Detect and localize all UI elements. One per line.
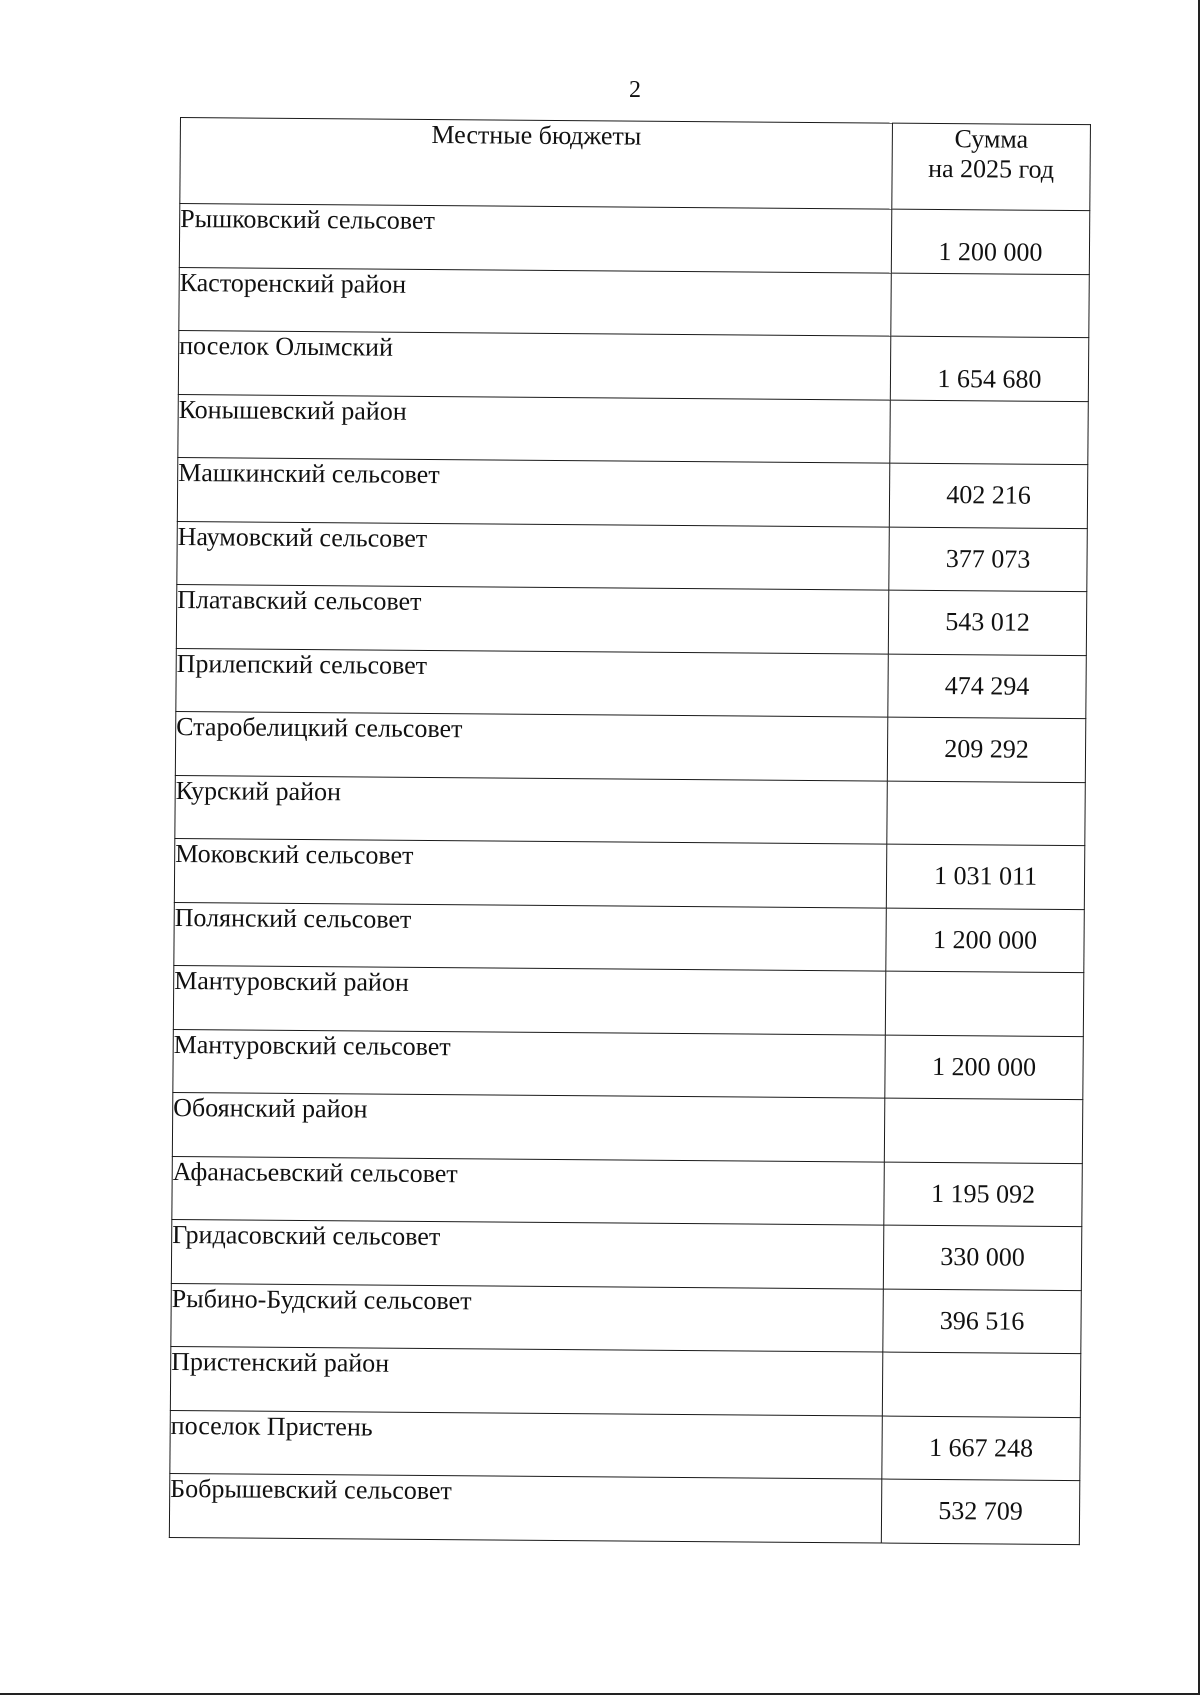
row-sum-cell: 402 216 <box>889 463 1087 528</box>
table-row <box>172 1092 1082 1163</box>
table-row <box>178 394 1088 465</box>
row-sum-cell: 543 012 <box>888 590 1086 655</box>
table-row <box>179 267 1089 338</box>
row-sum-cell <box>884 1098 1082 1163</box>
table-row <box>179 204 1089 275</box>
row-name-cell: Бобрышевский сельсовет <box>169 1473 881 1542</box>
row-sum-cell: 1 031 011 <box>886 844 1084 909</box>
table-row <box>176 648 1086 719</box>
row-sum-cell <box>885 971 1083 1036</box>
table-row <box>177 521 1087 592</box>
row-sum-cell <box>882 1352 1080 1417</box>
row-name-cell: Курский район <box>175 775 887 844</box>
row-sum-cell <box>887 781 1085 846</box>
row-sum-cell: 1 654 680 <box>890 336 1088 401</box>
table-row <box>169 1473 1079 1544</box>
row-name-cell: Прилепский сельсовет <box>176 648 888 717</box>
row-name-cell: Наумовский сельсовет <box>177 521 889 590</box>
row-name-cell: Афанасьевский сельсовет <box>172 1156 884 1225</box>
table-row <box>175 775 1085 846</box>
header-name-label: Местные бюджеты <box>431 119 642 151</box>
header-name-cell <box>180 118 893 210</box>
row-name-cell: поселок Пристень <box>170 1410 882 1479</box>
row-name-cell: Старобелицкий сельсовет <box>175 711 887 780</box>
row-sum-cell: 396 516 <box>883 1289 1081 1354</box>
table-row <box>177 457 1087 528</box>
row-name-cell: Рышковский сельсовет <box>179 204 891 273</box>
table-row <box>174 902 1084 973</box>
row-name-cell: Машкинский сельсовет <box>177 457 889 526</box>
row-sum-cell: 532 709 <box>881 1479 1079 1544</box>
header-sum-label-line2: на 2025 год <box>928 153 1055 184</box>
budget-table <box>169 117 1091 1545</box>
row-sum-cell: 1 195 092 <box>884 1162 1082 1227</box>
table-row <box>170 1346 1080 1417</box>
row-sum-cell: 1 667 248 <box>882 1416 1080 1481</box>
table-row <box>170 1410 1080 1481</box>
row-sum-cell: 330 000 <box>883 1225 1081 1290</box>
row-name-cell: поселок Олымский <box>178 330 890 399</box>
table-row <box>178 330 1088 401</box>
row-name-cell: Конышевский район <box>178 394 890 463</box>
table-row <box>175 711 1085 782</box>
row-name-cell: Полянский сельсовет <box>174 902 886 971</box>
row-name-cell: Рыбино-Будский сельсовет <box>171 1283 883 1352</box>
row-sum-cell <box>891 273 1089 338</box>
row-sum-cell: 1 200 000 <box>891 209 1089 274</box>
row-sum-cell: 1 200 000 <box>885 1035 1083 1100</box>
row-sum-cell: 377 073 <box>889 527 1087 592</box>
header-sum-cell <box>892 123 1091 211</box>
header-sum-label-line1: Сумма <box>954 124 1029 154</box>
row-name-cell: Платавский сельсовет <box>176 584 888 653</box>
row-sum-cell: 474 294 <box>888 654 1086 719</box>
table-row <box>173 965 1083 1036</box>
table-row <box>172 1156 1082 1227</box>
table-header-row <box>180 118 1091 211</box>
row-name-cell: Обоянский район <box>172 1092 884 1161</box>
row-name-cell: Моковский сельсовет <box>174 838 886 907</box>
row-sum-cell: 209 292 <box>887 717 1085 782</box>
table-row <box>176 584 1086 655</box>
row-sum-cell: 1 200 000 <box>886 908 1084 973</box>
table-row <box>174 838 1084 909</box>
table-row <box>171 1283 1081 1354</box>
row-sum-cell <box>890 400 1088 465</box>
table-row <box>173 1029 1083 1100</box>
row-name-cell: Касторенский район <box>179 267 891 336</box>
row-name-cell: Гридасовский сельсовет <box>171 1219 883 1288</box>
table-row <box>171 1219 1081 1290</box>
row-name-cell: Мантуровский район <box>173 965 885 1034</box>
row-name-cell: Мантуровский сельсовет <box>173 1029 885 1098</box>
page-number: 2 <box>629 77 641 103</box>
row-name-cell: Пристенский район <box>170 1346 882 1415</box>
